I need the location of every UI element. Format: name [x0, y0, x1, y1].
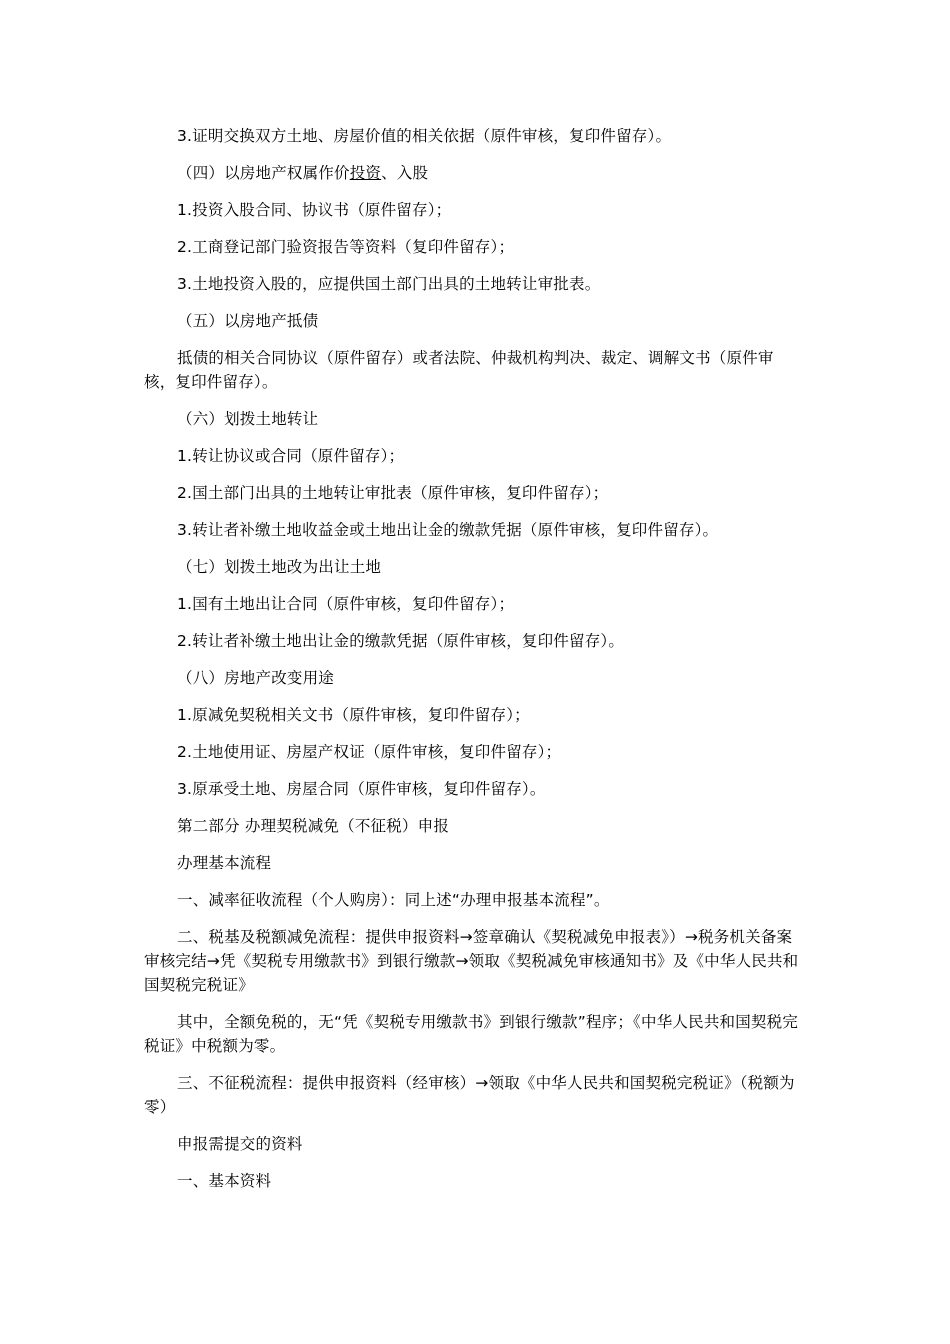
section-heading: （八）房地产改变用途	[177, 669, 335, 687]
section-heading: 办理基本流程	[177, 854, 272, 872]
paragraph: 2.国土部门出具的土地转让审批表（原件审核，复印件留存）；	[177, 484, 609, 502]
paragraph: 3.证明交换双方土地、房屋价值的相关依据（原件审核，复印件留存）。	[177, 127, 672, 145]
paragraph: 其中，全额免税的，无“凭《契税专用缴款书》到银行缴款”程序；《中华人民共和国契税完税证》中税额为零。	[144, 1013, 799, 1055]
part-heading: 第二部分 办理契税减免（不征税）申报	[177, 817, 450, 835]
paragraph: 1.投资入股合同、协议书（原件留存）；	[177, 201, 452, 219]
document-body	[144, 124, 804, 1206]
section-heading: 一、基本资料	[177, 1172, 272, 1190]
paragraph: 2.转让者补缴土地出让金的缴款凭据（原件审核，复印件留存）。	[177, 632, 625, 650]
paragraph: 一、减率征收流程（个人购房）：同上述“办理申报基本流程”。	[177, 891, 610, 909]
section-heading: （七）划拨土地改为出让土地	[177, 558, 382, 576]
paragraph: 2.土地使用证、房屋产权证（原件审核，复印件留存）；	[177, 743, 562, 761]
paragraph-text-before: （四）以房地产权属作价	[177, 164, 350, 182]
investment-link[interactable]: 投资	[349, 164, 382, 182]
section-heading: （六）划拨土地转让	[177, 410, 319, 428]
section-heading: 申报需提交的资料	[177, 1135, 303, 1153]
paragraph: 3.转让者补缴土地收益金或土地出让金的缴款凭据（原件审核，复印件留存）。	[177, 521, 719, 539]
paragraph-text-after: 、入股	[381, 164, 429, 182]
paragraph: 抵债的相关合同协议（原件留存）或者法院、仲裁机构判决、裁定、调解文书（原件审核，复印件留存）。	[144, 349, 774, 391]
paragraph: 2.工商登记部门验资报告等资料（复印件留存）；	[177, 238, 515, 256]
paragraph: 1.原减免契税相关文书（原件审核，复印件留存）；	[177, 706, 530, 724]
paragraph: 1.转让协议或合同（原件留存）；	[177, 447, 405, 465]
paragraph: 二、税基及税额减免流程：提供申报资料→签章确认《契税减免申报表》）→税务机关备案审核完结→凭《契税专用缴款书》到银行缴款→领取《契税减免审核通知书》及《中华人民共和国契税完税证》	[144, 928, 799, 994]
paragraph: 1.国有土地出让合同（原件审核，复印件留存）；	[177, 595, 515, 613]
section-heading: （五）以房地产抵债	[177, 312, 319, 330]
paragraph: 三、不征税流程：提供申报资料（经审核）→领取《中华人民共和国契税完税证》（税额为零）	[144, 1074, 795, 1116]
paragraph: 3.土地投资入股的，应提供国土部门出具的土地转让审批表。	[177, 275, 601, 293]
paragraph: 3.原承受土地、房屋合同（原件审核，复印件留存）。	[177, 780, 546, 798]
paragraph-with-link	[144, 161, 804, 185]
